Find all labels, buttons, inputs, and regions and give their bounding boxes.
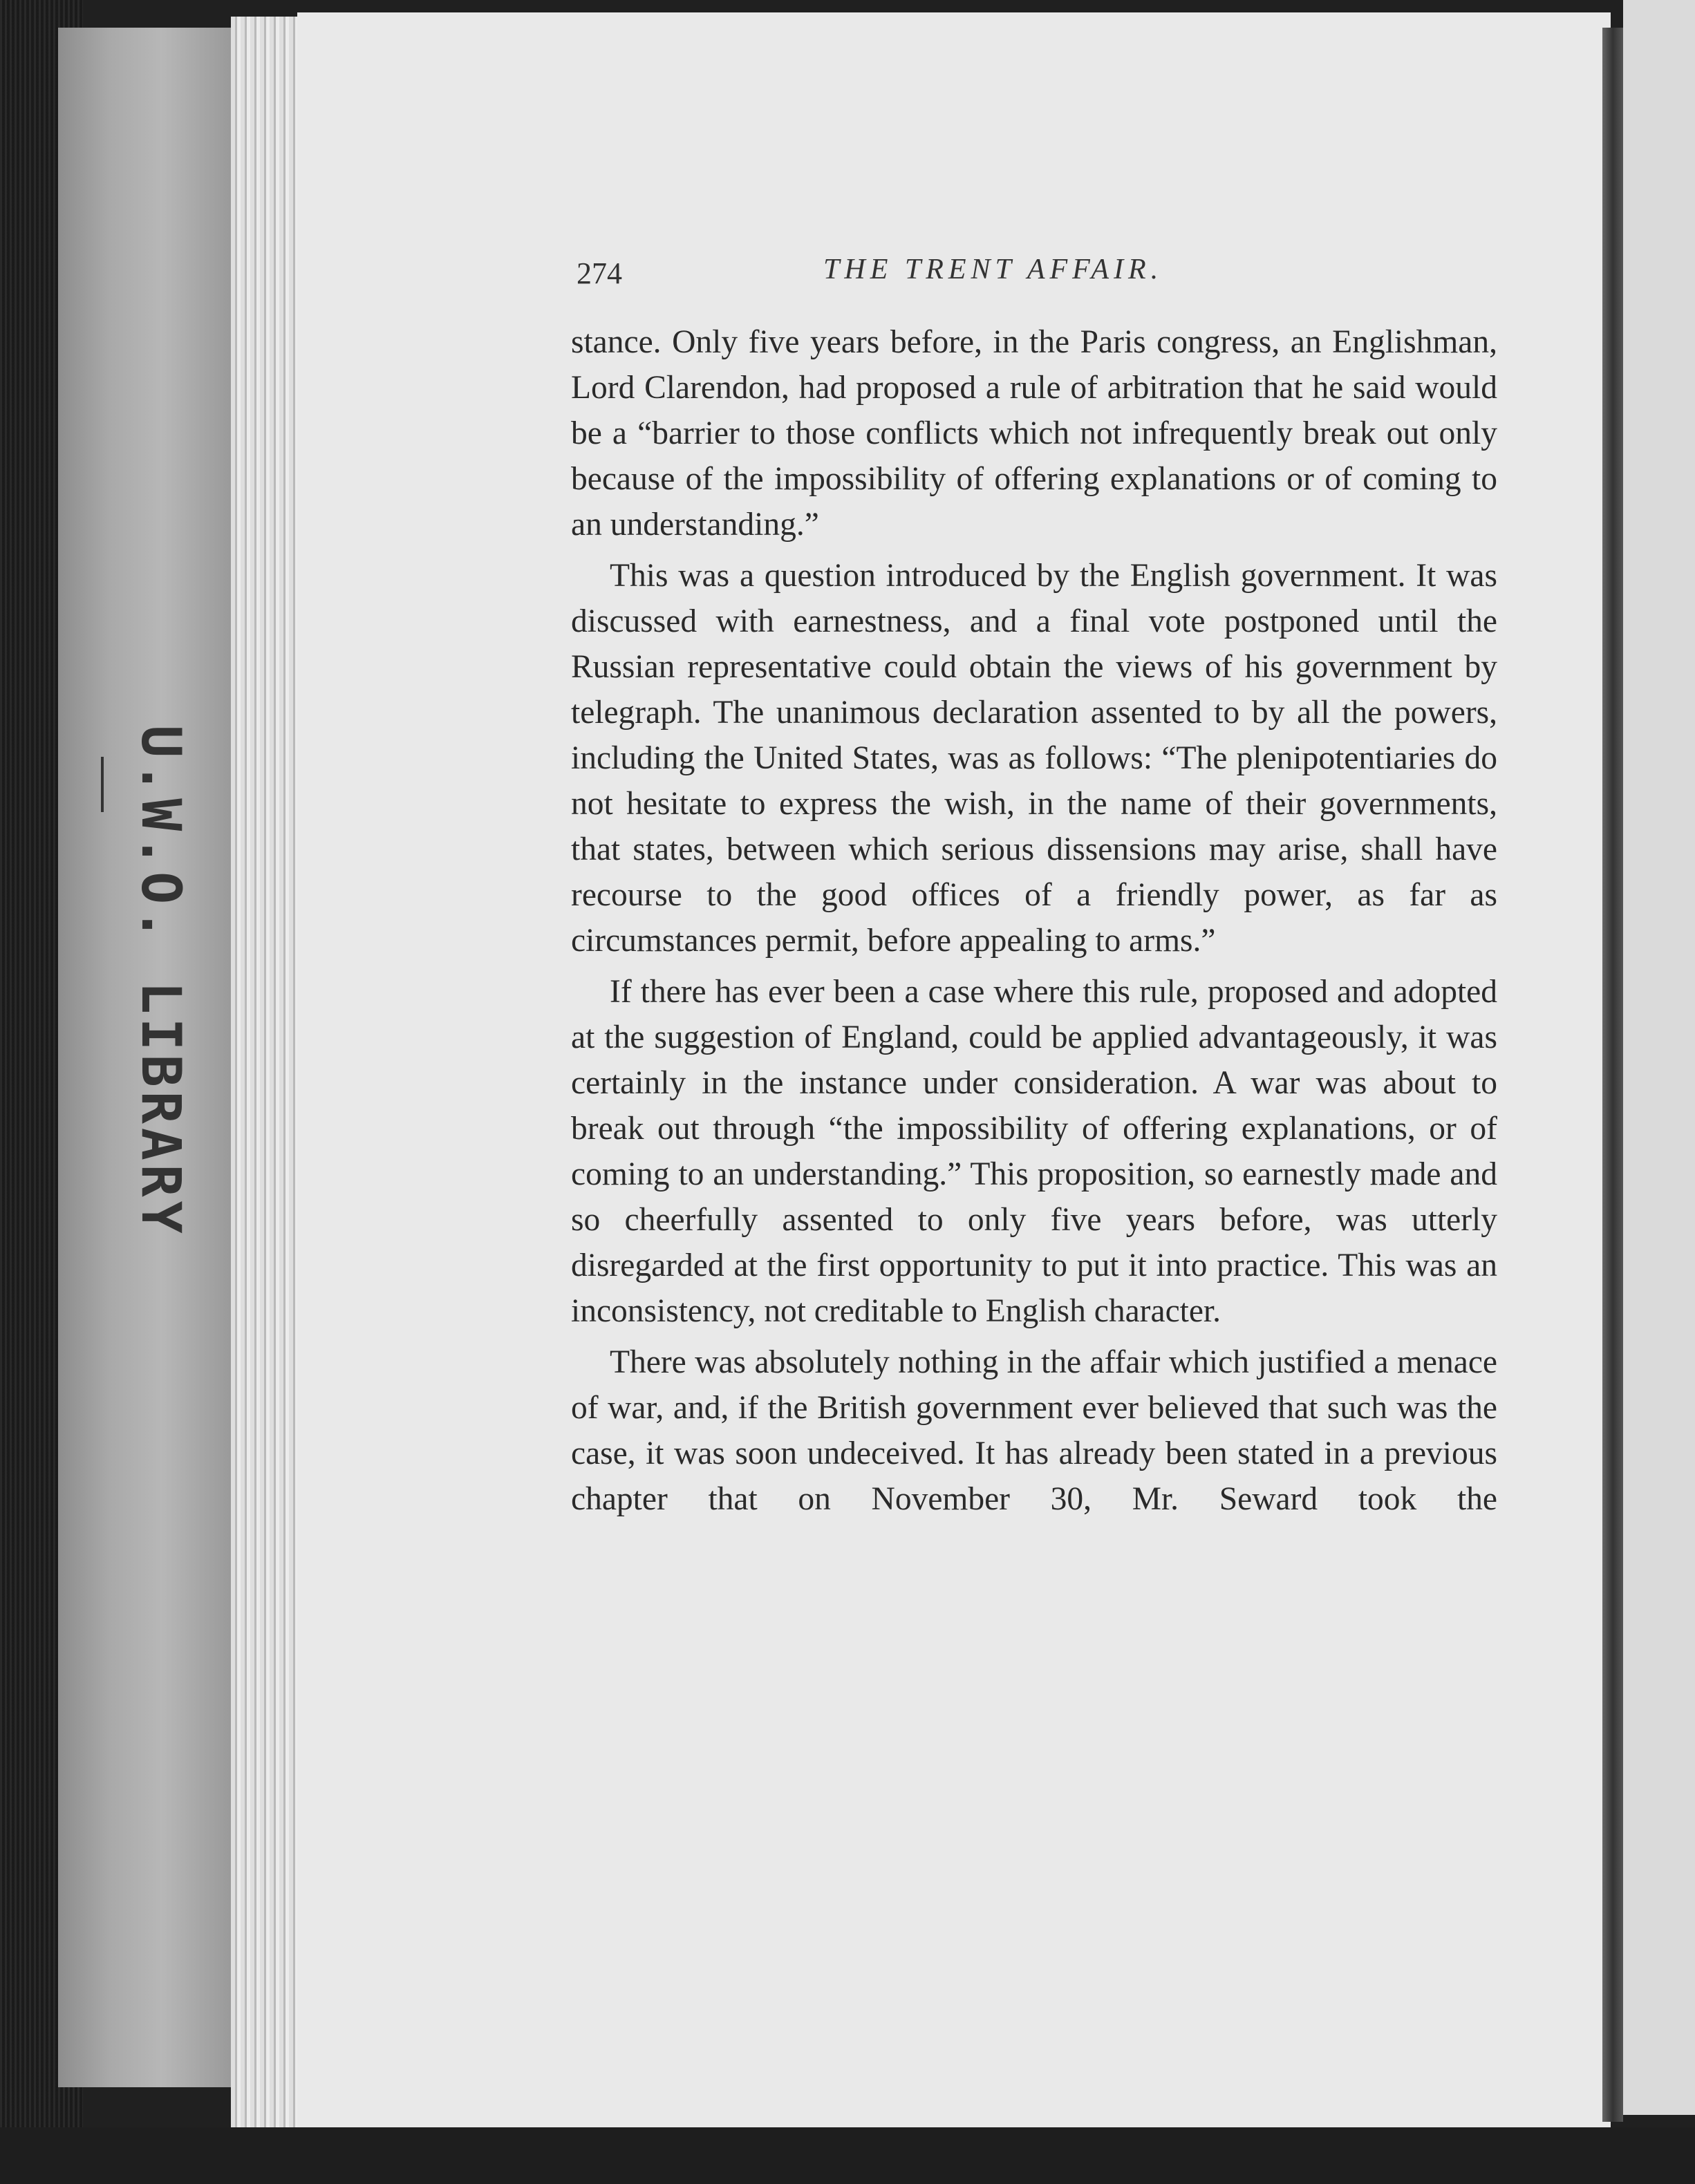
page-content <box>571 249 1497 1527</box>
spine-mark <box>101 757 104 812</box>
paragraph-4: There was absolutely nothing in the affair which justified a menace of war, and, if the British government ever believed that such was the case, it was soon undeceived. It has already been stated in a previous chapter that on November 30, Mr. Seward took the <box>571 1344 1497 1517</box>
running-head <box>571 249 1497 304</box>
paragraph-2: This was a question introduced by the English government. It was discussed with earnestness, and a final vote postponed until the Russian representative could obtain the views of his government by telegraph. The unanimous declaration assented to by all the powers, including the United States, was as follows: “The plenipotentiaries do not hesitate to express the wish, in the name of their governments, that states, between which serious dissensions may arise, shall have recourse to the good offices of a friendly power, as far as circumstances permit, before appealing to arms.” <box>571 558 1497 959</box>
bottom-background <box>0 2127 1695 2184</box>
library-stamp-text: U.W.O. LIBRARY <box>129 725 191 1238</box>
page-number: 274 <box>577 256 622 290</box>
running-title: THE TRENT AFFAIR. <box>823 254 1163 285</box>
adjacent-page <box>1623 0 1695 2115</box>
page-gutter-shadow <box>1602 28 1623 2122</box>
page-edges <box>231 17 300 2145</box>
library-stamp <box>129 725 191 1238</box>
paragraph-3: If there has ever been a case where this rule, proposed and adopted at the suggestion of England, could be applied advantageously, it was certainly in the instance under consideration. A war was about to break out through “the impossibility of offering explanations, or of coming to an understanding.” This proposition, so earnestly made and so cheerfully assented to only five years before, was utterly disregarded at the first opportunity to put it into practice. This was an inconsistency, not creditable to English character. <box>571 974 1497 1329</box>
paragraph-1: stance. Only five years before, in the Paris congress, an Englishman, Lord Clarendon, had proposed a rule of arbitration that he said would be a “barrier to those conflicts which not infrequently break out only because of the impossibility of offering explanations or of coming to an understanding.” <box>571 324 1497 543</box>
